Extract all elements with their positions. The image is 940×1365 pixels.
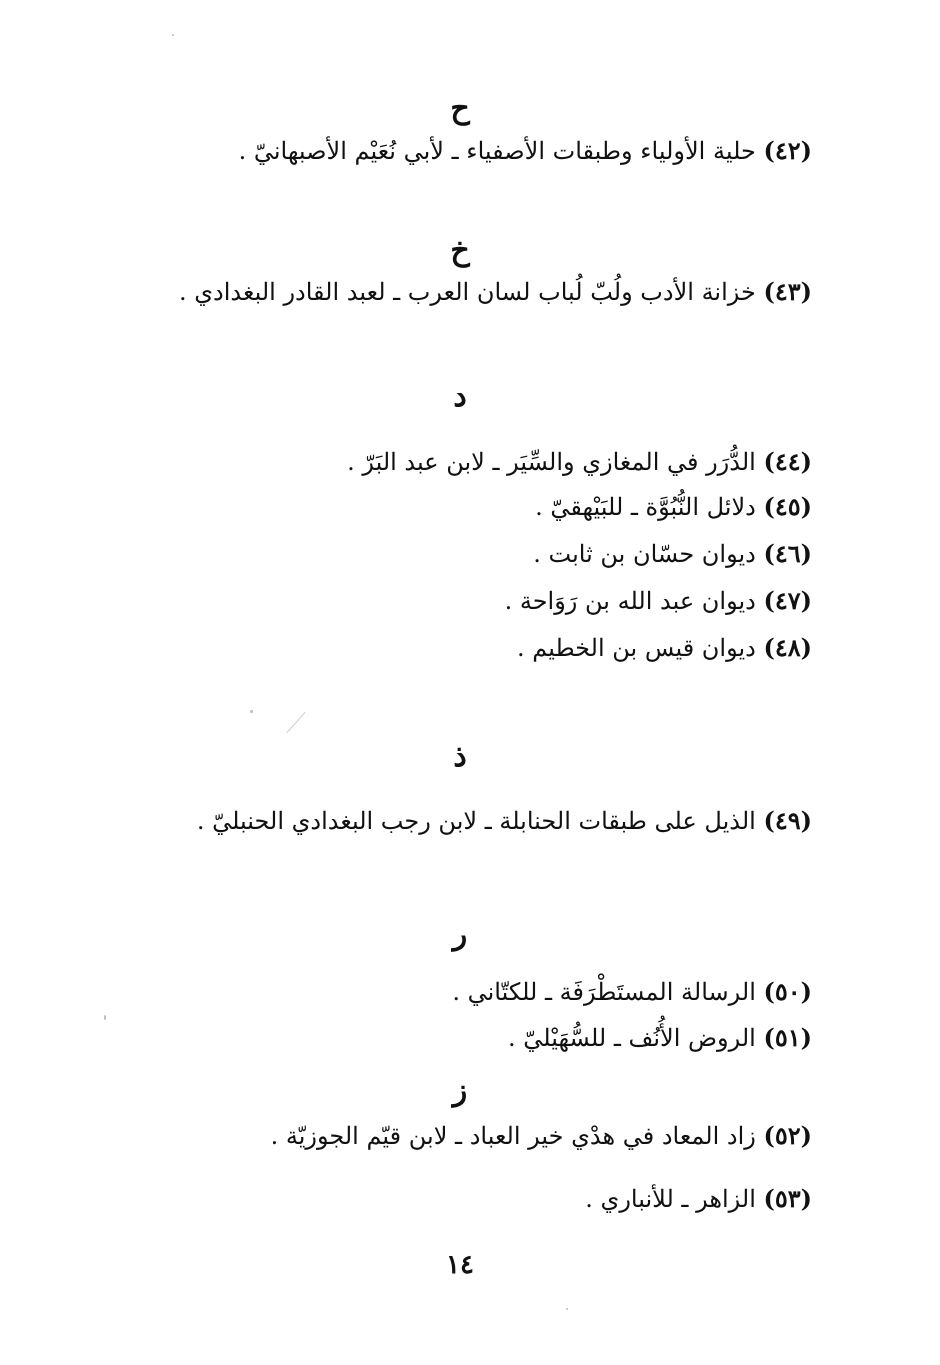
entry-number: (٤٤) [763,447,812,476]
entry-text: حلية الأولياء وطبقات الأصفياء ـ لأبي نُعَيْم الأصبهانيّ . [238,137,756,165]
page-number: ١٤ [446,1250,474,1280]
entry-number: (٥٢) [763,1121,812,1150]
scan-artifact [566,1308,568,1310]
scan-artifact [250,710,253,713]
bibliography-entry [172,976,812,1008]
entry-number: (٤٧) [763,586,812,615]
entry-number: (٤٥) [763,492,812,521]
bibliography-entry [172,585,812,617]
entry-number: (٤٦) [763,539,812,568]
entry-text: ديوان حسّان بن ثابت . [533,540,756,568]
entry-text: ديوان قيس بن الخطيم . [517,634,756,662]
bibliography-entry [172,491,812,523]
entry-text: الزاهر ـ للأنباري . [585,1185,756,1213]
bibliography-entry [172,1183,812,1215]
entry-text: الذيل على طبقات الحنابلة ـ لابن رجب البغدادي الحنبليّ . [196,807,756,835]
section-letter-zay: ز [452,1073,468,1108]
section-letter-dal: د [453,379,467,414]
section-letter-kha: خ [450,233,470,268]
entry-text: دلائل النُّبُوَّة ـ للبَيْهقيّ . [535,493,756,521]
bibliography-entry [172,135,812,167]
entry-text: ديوان عبد الله بن رَوَاحة . [504,587,756,615]
entry-text: خزانة الأدب ولُبّ لُباب لسان العرب ـ لعبد القادر البغدادي . [179,278,756,306]
bibliography-entry [172,632,812,664]
scan-artifact [172,34,174,36]
bibliography-entry [172,538,812,570]
section-letter-dhal: ذ [453,739,467,774]
section-letter-ra: ر [452,917,468,952]
entry-number: (٤٣) [763,277,812,306]
bibliography-entry [172,1022,812,1054]
bibliography-entry [172,805,812,837]
bibliography-entry [172,276,812,308]
entry-number: (٤٢) [763,136,812,165]
section-letter-ha: ح [450,91,470,126]
scan-artifact [286,712,305,733]
entry-number: (٥٣) [763,1184,812,1213]
entry-text: الرسالة المستَطْرَفَة ـ للكتّاني . [452,978,756,1006]
bibliography-entry [172,446,812,478]
entry-number: (٤٨) [763,633,812,662]
entry-text: الدُّرَر في المغازي والسِّيَر ـ لابن عبد البَرّ . [347,448,756,476]
entry-text: زاد المعاد في هدْي خير العباد ـ لابن قيّم الجوزيّة . [270,1122,756,1150]
entry-text: الروض الأُنُف ـ للسُّهَيْليّ . [508,1024,756,1052]
bibliography-entry [172,1120,812,1152]
scan-artifact [104,1015,106,1020]
entry-number: (٤٩) [763,806,812,835]
entry-number: (٥٠) [763,977,812,1006]
entry-number: (٥١) [763,1023,812,1052]
